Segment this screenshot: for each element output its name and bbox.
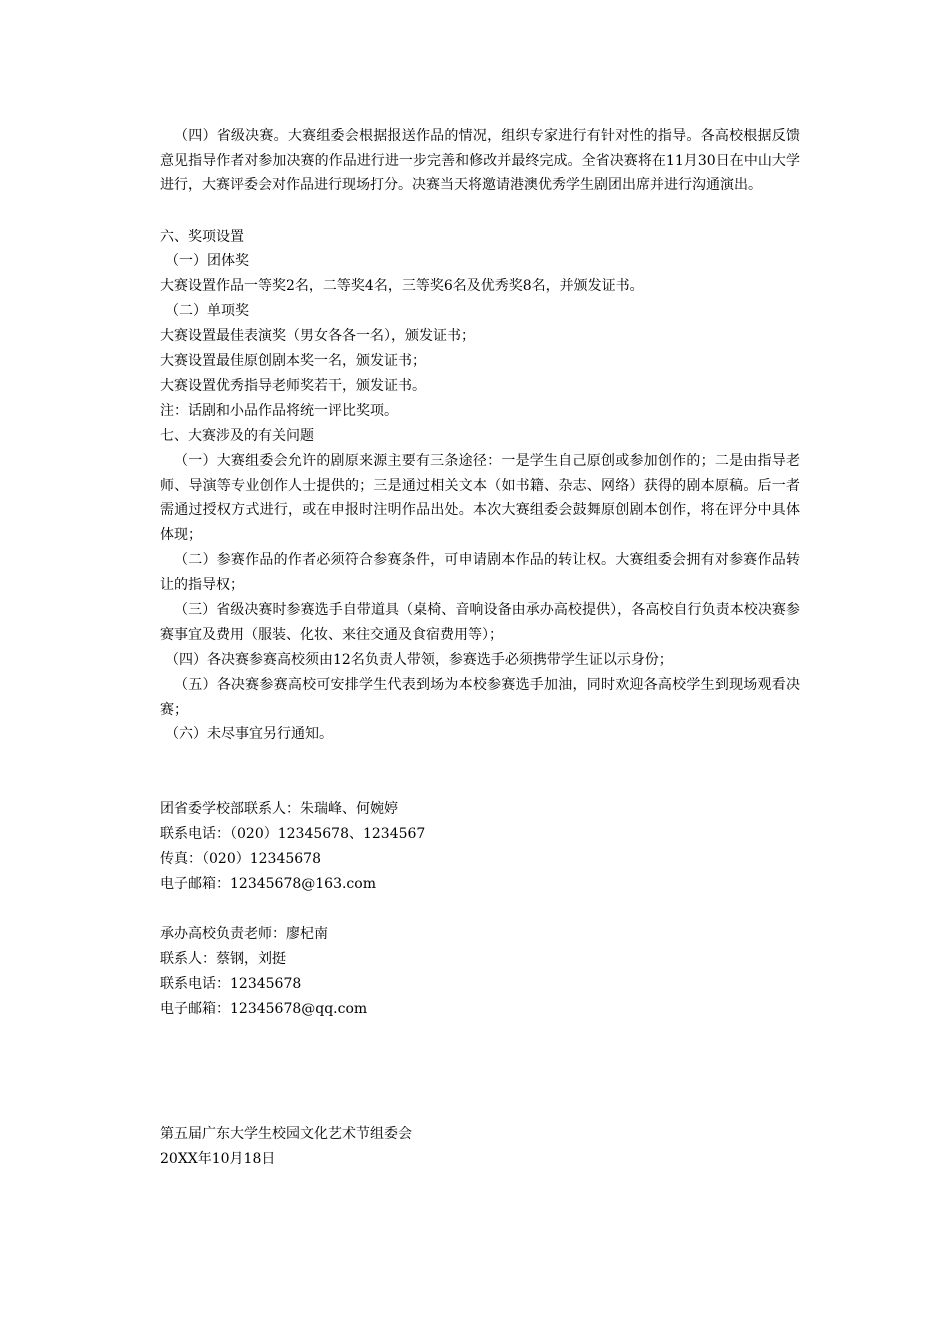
issue-item-2: （二）参赛作品的作者必须符合参赛条件，可申请剧本作品的转让权。大赛组委会拥有对参赛作品转让的指导权； bbox=[160, 552, 800, 593]
league-contact-email[interactable]: 电子邮箱：12345678@163.com bbox=[160, 876, 376, 892]
awards-note: 注：话剧和小品作品将统一评比奖项。 bbox=[160, 403, 398, 419]
section-provincial-final: （四）省级决赛。大赛组委会根据报送作品的情况，组织专家进行有针对性的指导。各高校根据反馈意见指导作者对参加决赛的作品进行进一步完善和修改并最终完成。全省决赛将在11月30日在中山大学进行，大赛评委会对作品进行现场打分。决赛当天将邀请港澳优秀学生剧团出席并进行沟通演出。 bbox=[160, 128, 800, 194]
awards-heading: 六、奖项设置 bbox=[160, 229, 244, 245]
host-contact-phone: 联系电话：12345678 bbox=[160, 976, 302, 992]
signature-date: 20XX年10月18日 bbox=[160, 1151, 276, 1167]
issues-heading: 七、大赛涉及的有关问题 bbox=[160, 428, 314, 444]
group-award-text: 大赛设置作品一等奖2名，二等奖4名，三等奖6名及优秀奖8名，并颁发证书。 bbox=[160, 278, 644, 294]
host-contact-email[interactable]: 电子邮箱：12345678@qq.com bbox=[160, 1001, 368, 1017]
league-contact-people: 团省委学校部联系人：朱瑞峰、何婉婷 bbox=[160, 801, 398, 817]
issue-item-5: （五）各决赛参赛高校可安排学生代表到场为本校参赛选手加油，同时欢迎各高校学生到现场观看决赛； bbox=[160, 677, 800, 718]
group-award-heading: （一）团体奖 bbox=[165, 253, 249, 269]
league-contact-fax: 传真：（020）12345678 bbox=[160, 851, 321, 867]
issue-item-6: （六）未尽事宜另行通知。 bbox=[165, 726, 333, 742]
league-contact-phone: 联系电话：（020）12345678、1234567 bbox=[160, 826, 426, 842]
individual-award-heading: （二）单项奖 bbox=[165, 303, 249, 319]
signature-organizer: 第五届广东大学生校园文化艺术节组委会 bbox=[160, 1126, 412, 1142]
issue-item-4: （四）各决赛参赛高校须由12名负责人带领，参赛选手必须携带学生证以示身份； bbox=[165, 652, 673, 668]
issue-item-3: （三）省级决赛时参赛选手自带道具（桌椅、音响设备由承办高校提供），各高校自行负责本校决赛参赛事宜及费用（服装、化妆、来往交通及食宿费用等）； bbox=[160, 602, 800, 643]
host-contact-people: 联系人：蔡钢，刘挺 bbox=[160, 951, 286, 967]
individual-award-best-script: 大赛设置最佳原创剧本奖一名，颁发证书； bbox=[160, 353, 426, 369]
host-teacher: 承办高校负责老师：廖杞南 bbox=[160, 926, 328, 942]
individual-award-best-advisor: 大赛设置优秀指导老师奖若干，颁发证书。 bbox=[160, 378, 426, 394]
individual-award-best-performance: 大赛设置最佳表演奖（男女各各一名），颁发证书； bbox=[160, 328, 475, 344]
issue-item-1: （一）大赛组委会允许的剧原来源主要有三条途径：一是学生自己原创或参加创作的；二是由指导老师、导演等专业创作人士提供的；三是通过相关文本（如书籍、杂志、网络）获得的剧本原稿。后一者需通过授权方式进行，或在申报时注明作品出处。本次大赛组委会鼓舞原创剧本创作，将在评分中具体体现； bbox=[160, 453, 800, 543]
